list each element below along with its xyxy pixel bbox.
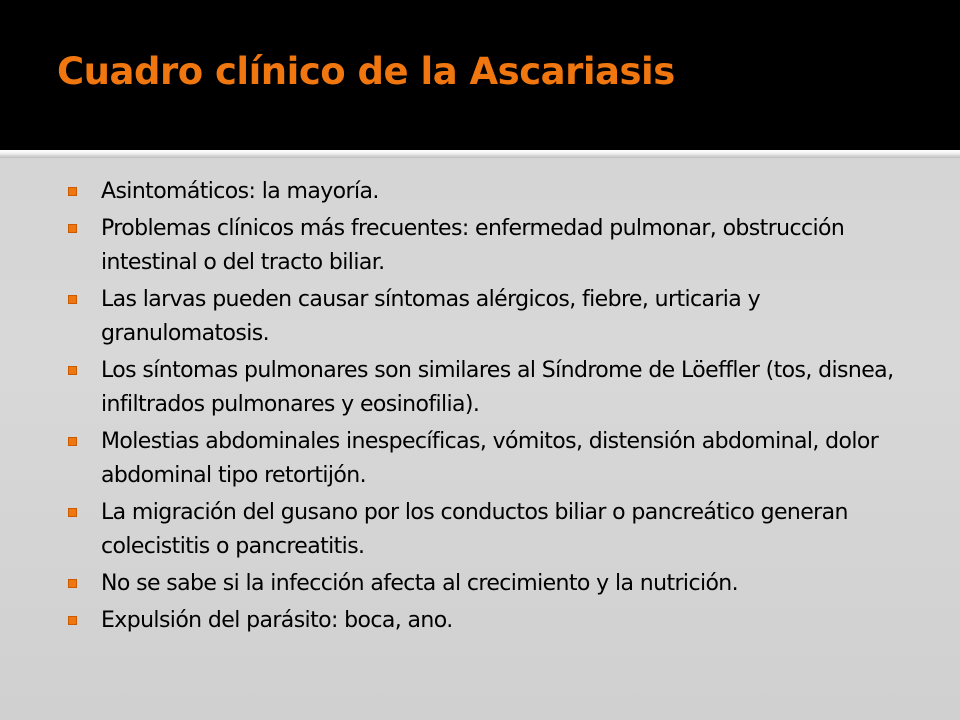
bullet-list (66, 175, 926, 641)
slide-title: Cuadro clínico de la Ascariasis (57, 50, 675, 93)
bullet-text: Expulsión del parásito: boca, ano. (101, 608, 453, 633)
bullet-square-icon (68, 616, 77, 625)
bullet-item (66, 496, 926, 564)
bullet-item (66, 283, 926, 351)
bullet-text: Las larvas pueden causar síntomas alérgicos, fiebre, urticaria y granulomatosis. (101, 287, 761, 346)
bullet-square-icon (68, 224, 77, 233)
bullet-square-icon (68, 295, 77, 304)
bullet-item (66, 212, 926, 280)
bullet-text: Los síntomas pulmonares son similares al Síndrome de Löeffler (tos, disnea, infiltrados pulmonares y eosinofilia). (101, 358, 894, 417)
bullet-square-icon (68, 437, 77, 446)
title-divider (0, 150, 960, 158)
bullet-item (66, 175, 926, 209)
bullet-item (66, 425, 926, 493)
bullet-text: Asintomáticos: la mayoría. (101, 179, 379, 204)
bullet-item (66, 354, 926, 422)
bullet-text: No se sabe si la infección afecta al crecimiento y la nutrición. (101, 571, 739, 596)
title-bar (0, 0, 960, 150)
bullet-text: La migración del gusano por los conductos biliar o pancreático generan colecistitis o pancreatitis. (101, 500, 848, 559)
bullet-square-icon (68, 508, 77, 517)
bullet-item (66, 567, 926, 601)
bullet-text: Molestias abdominales inespecíficas, vómitos, distensión abdominal, dolor abdominal tipo retortijón. (101, 429, 879, 488)
bullet-square-icon (68, 187, 77, 196)
bullet-text: Problemas clínicos más frecuentes: enfermedad pulmonar, obstrucción intestinal o del tracto biliar. (101, 216, 845, 275)
bullet-item (66, 604, 926, 638)
bullet-square-icon (68, 579, 77, 588)
bullet-square-icon (68, 366, 77, 375)
